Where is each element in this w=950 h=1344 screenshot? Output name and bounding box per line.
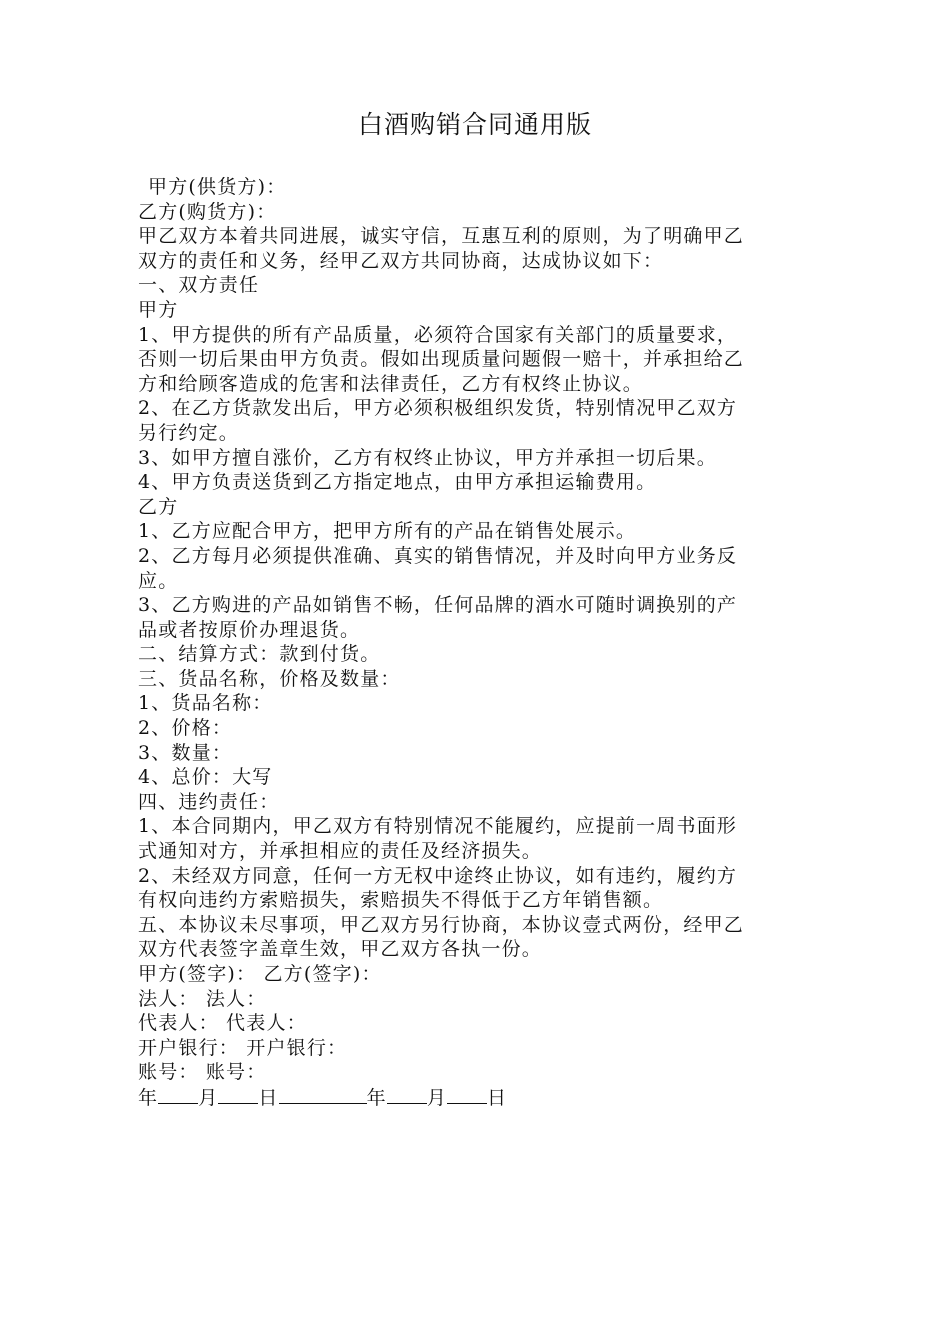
breach-clause-2-line-1: 2、未经双方同意，任何一方无权中途终止协议，如有违约，履约方 bbox=[138, 864, 738, 887]
date-blank-month-b bbox=[387, 1085, 427, 1104]
clause-b3-line-1: 3、乙方购进的产品如销售不畅，任何品牌的酒水可随时调换别的产 bbox=[138, 594, 738, 617]
breach-clause-1-line-1: 1、本合同期内，甲乙双方有特别情况不能履约，应提前一周书面形 bbox=[138, 815, 738, 838]
section-heading-breach: 四、违约责任： bbox=[138, 790, 280, 813]
clause-a1-line-3: 方和给顾客造成的危害和法律责任，乙方有权终止协议。 bbox=[138, 372, 644, 395]
date-line bbox=[138, 1085, 818, 1111]
clause-a3: 3、如甲方擅自涨价，乙方有权终止协议，甲方并承担一切后果。 bbox=[138, 446, 717, 469]
legal-person-line: 法人： 法人： bbox=[138, 987, 267, 1010]
date-blank-day-a bbox=[218, 1085, 258, 1104]
date-day-a: 日 bbox=[258, 1086, 279, 1109]
party-b-line: 乙方(购货方)： bbox=[138, 200, 277, 223]
signature-line: 甲方(签字)： 乙方(签字)： bbox=[138, 963, 382, 985]
clause-a1-line-1: 1、甲方提供的所有产品质量，必须符合国家有关部门的质量要求， bbox=[138, 323, 738, 346]
goods-quantity-field: 3、数量： bbox=[138, 741, 233, 764]
account-line: 账号： 账号： bbox=[138, 1061, 267, 1084]
goods-price-field: 2、价格： bbox=[138, 717, 233, 740]
breach-clause-2-line-2: 有权向违约方索赔损失，索赔损失不得低于乙方年销售额。 bbox=[138, 889, 664, 912]
section-heading-settlement: 二、结算方式：款到付货。 bbox=[138, 643, 381, 666]
date-month-b: 月 bbox=[426, 1086, 448, 1109]
date-day-b: 日 bbox=[487, 1086, 508, 1109]
date-year-b: 年 bbox=[366, 1086, 387, 1109]
bank-line: 开户银行： 开户银行： bbox=[138, 1036, 348, 1059]
date-blank-day-b bbox=[447, 1085, 487, 1104]
document-title: 白酒购销合同通用版 bbox=[357, 110, 592, 139]
clause-b1: 1、乙方应配合甲方，把甲方所有的产品在销售处展示。 bbox=[138, 520, 637, 543]
preamble-line-2: 双方的责任和义务，经甲乙双方共同协商，达成协议如下： bbox=[138, 249, 664, 272]
section-heading-goods: 三、货品名称，价格及数量： bbox=[138, 667, 401, 690]
breach-clause-1-line-2: 式通知对方，并承担相应的责任及经济损失。 bbox=[138, 840, 543, 863]
date-year-a: 年 bbox=[138, 1086, 159, 1109]
clause-b2-line-2: 应。 bbox=[138, 569, 179, 592]
clause-a2-line-2: 另行约定。 bbox=[138, 421, 240, 444]
section-five-line-1: 五、本协议未尽事项，甲乙双方另行协商，本协议壹式两份，经甲乙 bbox=[138, 913, 745, 936]
clause-a4: 4、甲方负责送货到乙方指定地点，由甲方承担运输费用。 bbox=[138, 471, 657, 494]
clause-a2-line-1: 2、在乙方货款发出后，甲方必须积极组织发货，特别情况甲乙双方 bbox=[138, 397, 738, 420]
representative-line: 代表人： 代表人： bbox=[138, 1012, 307, 1035]
party-a-heading: 甲方 bbox=[138, 298, 179, 321]
preamble-line-1: 甲乙双方本着共同进展，诚实守信，互惠互利的原则，为了明确甲乙 bbox=[138, 225, 745, 248]
party-b-heading: 乙方 bbox=[138, 495, 179, 518]
date-blank-year-b bbox=[279, 1085, 367, 1104]
section-heading-responsibilities: 一、双方责任 bbox=[138, 274, 260, 297]
clause-b3-line-2: 品或者按原价办理退货。 bbox=[138, 618, 361, 641]
clause-b2-line-1: 2、乙方每月必须提供准确、真实的销售情况，并及时向甲方业务反 bbox=[138, 544, 738, 567]
goods-total-field: 4、总价：大写 bbox=[138, 766, 273, 789]
date-month-a: 月 bbox=[198, 1086, 219, 1109]
goods-name-field: 1、货品名称： bbox=[138, 692, 273, 715]
date-blank-month-a bbox=[158, 1085, 198, 1104]
clause-a1-line-2: 否则一切后果由甲方负责。假如出现质量问题假一赔十，并承担给乙 bbox=[138, 348, 745, 371]
contract-body bbox=[138, 175, 818, 1111]
section-five-line-2: 双方代表签字盖章生效，甲乙双方各执一份。 bbox=[138, 938, 543, 961]
party-a-line: 甲方(供货方)： bbox=[148, 176, 287, 198]
